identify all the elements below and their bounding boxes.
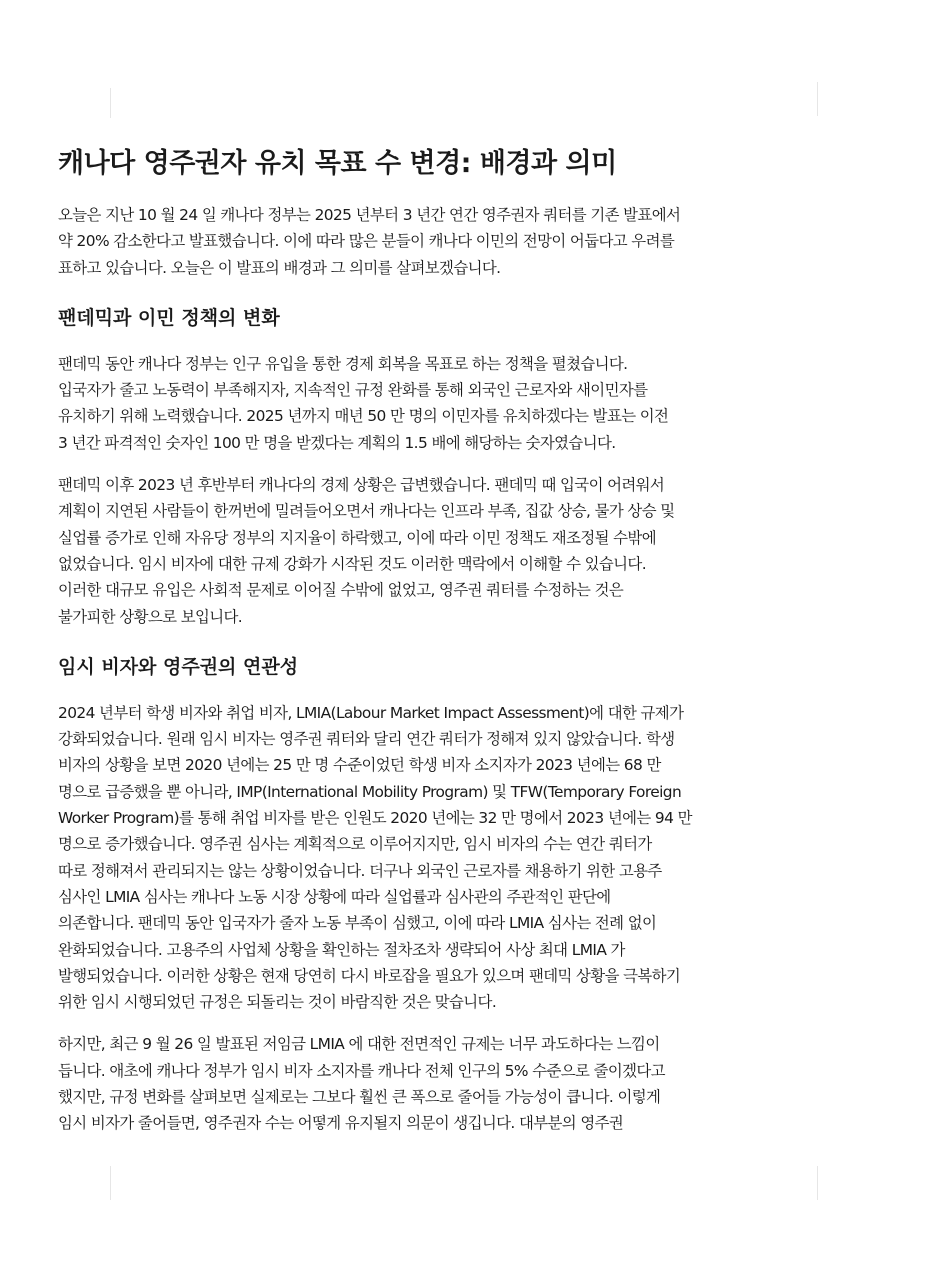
body-paragraph xyxy=(58,700,818,1016)
document-title: 캐나다 영주권자 유치 목표 수 변경: 배경과 의미 xyxy=(58,148,617,179)
text-line: 명으로 급증했을 뿐 아니라, IMP(International Mobility Program) 및 TFW(Temporary Foreign xyxy=(58,782,682,801)
page-corner-mark xyxy=(817,1166,818,1200)
text-line: 이러한 대규모 유입은 사회적 문제로 이어질 수밖에 없었고, 영주권 쿼터를 수정하는 것은 xyxy=(58,581,624,600)
section-heading: 임시 비자와 영주권의 연관성 xyxy=(58,655,299,678)
text-line: 2024 년부터 학생 비자와 취업 비자, LMIA(Labour Market Impact Assessment)에 대한 규제가 xyxy=(58,703,684,722)
text-line: 위한 임시 시행되었던 규정은 되돌리는 것이 바람직한 것은 맞습니다. xyxy=(58,993,497,1012)
page-corner-mark xyxy=(110,1166,111,1200)
text-line: 3 년간 파격적인 숫자인 100 만 명을 받겠다는 계획의 1.5 배에 해당하는 숫자였습니다. xyxy=(58,433,616,452)
text-line: 명으로 증가했습니다. 영주권 심사는 계획적으로 이루어지지만, 임시 비자의 수는 연간 쿼터가 xyxy=(58,835,652,854)
text-line: 유치하기 위해 노력했습니다. 2025 년까지 매년 50 만 명의 이민자를 유치하겠다는 발표는 이전 xyxy=(58,407,669,426)
text-line: 계획이 지연된 사람들이 한꺼번에 밀려들어오면서 캐나다는 인프라 부족, 집값 상승, 물가 상승 및 xyxy=(58,502,675,521)
text-line: Worker Program)를 통해 취업 비자를 받은 인원도 2020 년에는 32 만 명에서 2023 년에는 94 만 xyxy=(58,809,692,828)
text-line: 약 20% 감소한다고 발표했습니다. 이에 따라 많은 분들이 캐나다 이민의 전망이 어둡다고 우려를 xyxy=(58,232,675,251)
text-line: 했지만, 규정 변화를 살펴보면 실제로는 그보다 훨씬 큰 폭으로 줄어들 가능성이 큽니다. 이렇게 xyxy=(58,1088,661,1107)
text-line: 실업률 증가로 인해 자유당 정부의 지지율이 하락했고, 이에 따라 이민 정책도 재조정될 수밖에 xyxy=(58,528,656,547)
text-line: 오늘은 지난 10 월 24 일 캐나다 정부는 2025 년부터 3 년간 연간 영주권자 쿼터를 기존 발표에서 xyxy=(58,206,681,224)
text-line: 비자의 상황을 보면 2020 년에는 25 만 명 수준이었던 학생 비자 소지자가 2023 년에는 68 만 xyxy=(58,756,661,775)
page-corner-mark xyxy=(817,82,818,116)
body-paragraph xyxy=(58,1031,818,1136)
text-line: 없었습니다. 임시 비자에 대한 규제 강화가 시작된 것도 이러한 맥락에서 이해할 수 있습니다. xyxy=(58,554,646,573)
text-line: 심사인 LMIA 심사는 캐나다 노동 시장 상황에 따라 실업률과 심사관의 주관적인 판단에 xyxy=(58,887,611,906)
body-paragraph xyxy=(58,472,818,630)
text-line: 팬데믹 이후 2023 년 후반부터 캐나다의 경제 상황은 급변했습니다. 팬데믹 때 입국이 어려워서 xyxy=(58,476,665,495)
text-line: 따로 정해져서 관리되지는 않는 상황이었습니다. 더구나 외국인 근로자를 채용하기 위한 고용주 xyxy=(58,861,662,880)
page-corner-mark xyxy=(110,88,111,118)
text-line: 강화되었습니다. 원래 임시 비자는 영주권 쿼터와 달리 연간 쿼터가 정해져 있지 않았습니다. 학생 xyxy=(58,730,675,749)
document-body xyxy=(58,142,818,1153)
text-line: 의존합니다. 팬데믹 동안 입국자가 줄자 노동 부족이 심했고, 이에 따라 LMIA 심사는 전례 없이 xyxy=(58,914,657,933)
text-line: 입국자가 줄고 노동력이 부족해지자, 지속적인 규정 완화를 통해 외국인 근로자와 새이민자를 xyxy=(58,381,648,400)
text-line: 임시 비자가 줄어들면, 영주권자 수는 어떻게 유지될지 의문이 생깁니다. 대부분의 영주권 xyxy=(58,1114,624,1133)
body-paragraph xyxy=(58,351,818,456)
text-line: 팬데믹 동안 캐나다 정부는 인구 유입을 통한 경제 회복을 목표로 하는 정책을 펼쳤습니다. xyxy=(58,354,628,373)
text-line: 듭니다. 애초에 캐나다 정부가 임시 비자 소지자를 캐나다 전체 인구의 5% 수준으로 줄이겠다고 xyxy=(58,1061,665,1080)
section-heading: 팬데믹과 이민 정책의 변화 xyxy=(58,306,280,329)
intro-paragraph xyxy=(58,202,818,281)
text-line: 불가피한 상황으로 보입니다. xyxy=(58,607,243,626)
text-line: 하지만, 최근 9 월 26 일 발표된 저임금 LMIA 에 대한 전면적인 규제는 너무 과도하다는 느낌이 xyxy=(58,1035,660,1054)
text-line: 발행되었습니다. 이러한 상황은 현재 당연히 다시 바로잡을 필요가 있으며 팬데믹 상황을 극복하기 xyxy=(58,966,681,985)
text-line: 표하고 있습니다. 오늘은 이 발표의 배경과 그 의미를 살펴보겠습니다. xyxy=(58,258,501,277)
text-line: 완화되었습니다. 고용주의 사업체 상황을 확인하는 절차조차 생략되어 사상 최대 LMIA 가 xyxy=(58,940,625,959)
